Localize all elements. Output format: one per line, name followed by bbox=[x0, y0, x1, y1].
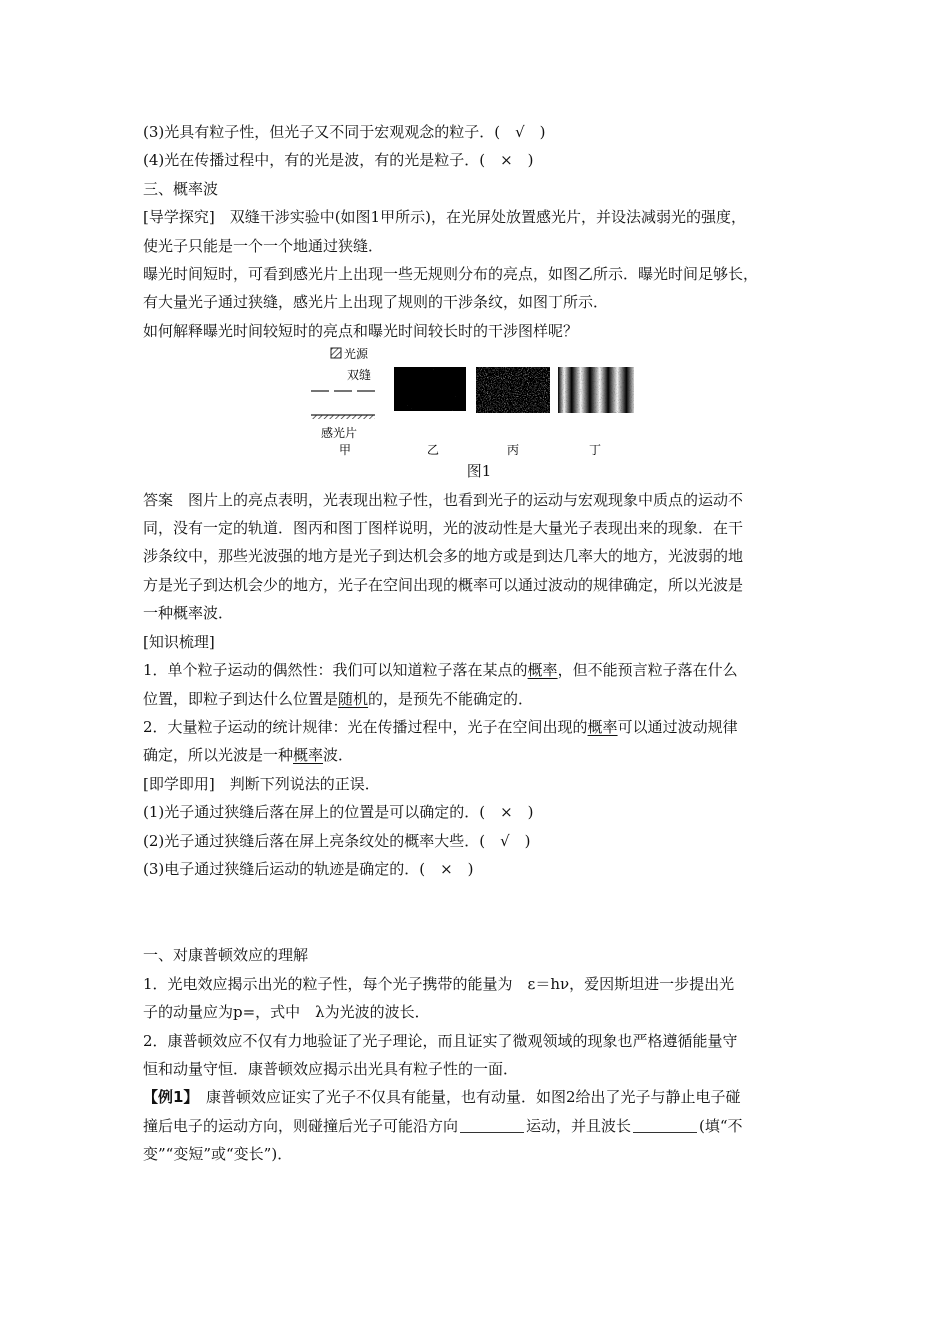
panel-yi-sparse-dots bbox=[394, 367, 466, 411]
knowledge-heading: [知识梳理] bbox=[143, 632, 215, 651]
answer-line-4: 方是光子到达机会少的地方，光子在空间出现的概率可以通过波动的规律确定，所以光波是 bbox=[143, 575, 744, 594]
judgment-item-4: (4)光在传播过程中，有的光是波，有的光是粒子．( × ) bbox=[143, 151, 534, 170]
compton-point-2-line-2: 恒和动量守恒．康普顿效应揭示出光具有粒子性的一面． bbox=[143, 1059, 519, 1078]
section-heading-probability-wave: 三、概率波 bbox=[143, 179, 219, 198]
answer-blank-direction[interactable] bbox=[460, 1116, 524, 1133]
practice-heading: [即学即用] 判断下列说法的正误． bbox=[143, 774, 380, 793]
spacer bbox=[143, 883, 815, 941]
document-page bbox=[143, 118, 815, 1169]
practice-item-1: (1)光子通过狭缝后落在屏上的位置是可以确定的．( × ) bbox=[143, 803, 534, 822]
example-tag: 【例1】 bbox=[143, 1088, 191, 1107]
film-hatch bbox=[311, 415, 375, 419]
answer-line-5: 一种概率波． bbox=[143, 604, 234, 623]
double-slit-label: 双缝 bbox=[347, 368, 372, 383]
panel-label-bing: 丙 bbox=[507, 443, 520, 458]
underlined-term: 概率 bbox=[587, 717, 618, 736]
guide-explore-line-2: 使光子只能是一个一个地通过狭缝． bbox=[143, 236, 384, 255]
compton-point-2-line-1: 2．康普顿效应不仅有力地验证了光子理论，而且证实了微观领域的现象也严格遵循能量守 bbox=[143, 1031, 738, 1050]
example-1-line-3: 变”“变短”或“变长”)． bbox=[143, 1145, 293, 1164]
light-source-label: 光源 bbox=[344, 347, 369, 362]
practice-item-3: (3)电子通过狭缝后运动的轨迹是确定的．( × ) bbox=[143, 859, 474, 878]
practice-item-2: (2)光子通过狭缝后落在屏上亮条纹处的概率大些．( √ ) bbox=[143, 831, 531, 850]
knowledge-point-1-line-2: 位置，即粒子到达什么位置是随机的，是预先不能确定的． bbox=[143, 689, 534, 708]
panel-ding-interference-fringes bbox=[558, 367, 634, 413]
underlined-term: 概率 bbox=[293, 746, 324, 765]
question-line: 如何解释曝光时间较短时的亮点和曝光时间较长时的干涉图样呢？ bbox=[143, 321, 579, 340]
film-label: 感光片 bbox=[321, 426, 358, 441]
panel-label-ding: 丁 bbox=[589, 443, 602, 458]
answer-line-1: 答案 图片上的亮点表明，光表现出粒子性，也看到光子的运动与宏观现象中质点的运动不 bbox=[143, 490, 744, 509]
panel-label-yi: 乙 bbox=[427, 443, 440, 458]
example-1-line-2: 撞后电子的运动方向，则碰撞后光子可能沿方向 运动，并且波长 (填“不 bbox=[143, 1116, 743, 1135]
compton-point-1-line-1: 1．光电效应揭示出光的粒子性，每个光子携带的能量为 ε＝hν，爱因斯坦进一步提出光 bbox=[143, 974, 735, 993]
double-slit-figure bbox=[143, 345, 815, 457]
underlined-term: 随机 bbox=[338, 689, 369, 708]
example-1-line-1: 【例1】 康普顿效应证实了光子不仅具有能量，也有动量．如图2给出了光子与静止电子碰 bbox=[143, 1088, 741, 1107]
judgment-item-3: (3)光具有粒子性，但光子又不同于宏观观念的粒子．( √ ) bbox=[143, 123, 546, 141]
knowledge-point-2-line-1: 2．大量粒子运动的统计规律：光在传播过程中，光子在空间出现的概率可以通过波动规律 bbox=[143, 717, 738, 736]
answer-line-2: 同，没有一定的轨道．图丙和图丁图样说明，光的波动性是大量光子表现出来的现象．在干 bbox=[143, 519, 744, 538]
answer-line-3: 涉条纹中，那些光波强的地方是光子到达机会多的地方或是到达几率大的地方，光波弱的地 bbox=[143, 547, 744, 566]
figure-caption: 图1 bbox=[466, 462, 492, 481]
exposure-line-1: 曝光时间短时，可看到感光片上出现一些无规则分布的亮点，如图乙所示．曝光时间足够长， bbox=[143, 265, 759, 284]
panel-label-jia: 甲 bbox=[339, 443, 352, 458]
compton-point-1-line-2: 子的动量应为p=，式中 λ为光波的波长． bbox=[143, 1003, 430, 1022]
knowledge-point-1-line-1: 1．单个粒子运动的偶然性：我们可以知道粒子落在某点的概率，但不能预言粒子落在什么 bbox=[143, 661, 738, 680]
knowledge-point-2-line-2: 确定，所以光波是一种概率波． bbox=[143, 746, 354, 765]
exposure-line-2: 有大量光子通过狭缝，感光片上出现了规则的干涉条纹，如图丁所示． bbox=[143, 293, 609, 312]
underlined-term: 概率 bbox=[527, 661, 558, 680]
panel-jia-apparatus bbox=[311, 346, 375, 440]
guide-explore-line-1: [导学探究] 双缝干涉实验中(如图1甲所示)，在光屏处放置感光片，并设法减弱光的强度， bbox=[143, 208, 746, 227]
panel-bing-more-dots bbox=[476, 367, 550, 413]
answer-blank-wavelength[interactable] bbox=[633, 1116, 697, 1133]
figure-1 bbox=[143, 345, 815, 457]
compton-heading: 一、对康普顿效应的理解 bbox=[143, 946, 309, 965]
light-source-icon bbox=[331, 348, 341, 358]
